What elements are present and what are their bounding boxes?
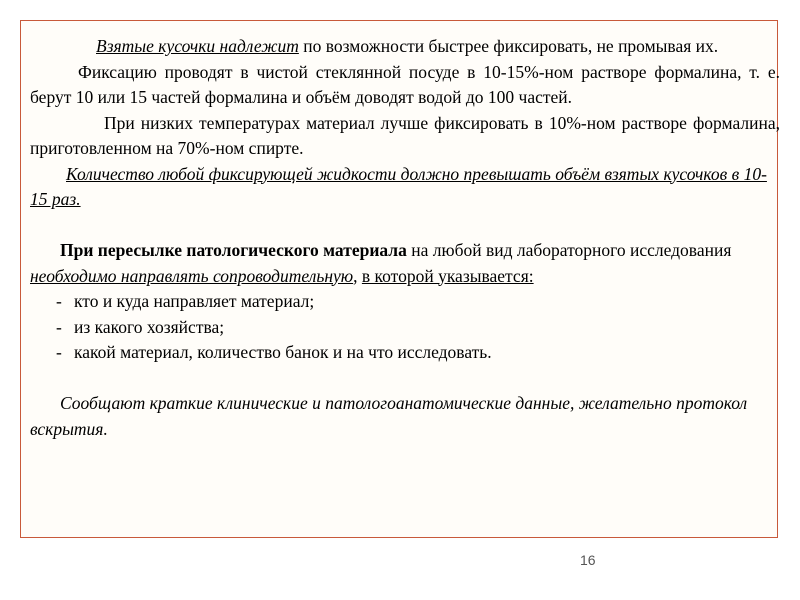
- emphasis-taken-pieces: Взятые кусочки надлежит: [96, 36, 299, 56]
- list-item: [30, 315, 780, 341]
- list-item: [30, 289, 780, 315]
- paragraph-formalin-solution: Фиксацию проводят в чистой стеклянной посуде в 10-15%-ном растворе формалина, т. е. берут 10 или 15 частей формалина и объём доводят водой до 100 частей.: [30, 61, 780, 107]
- list-dash: -: [56, 316, 62, 337]
- list-dash: -: [56, 342, 62, 362]
- list-item: [30, 340, 780, 366]
- shipment-plain-text: на любой вид лабораторного исследования: [406, 240, 732, 260]
- paragraph-fixation-speed: [30, 34, 780, 60]
- list-item-text: кто и куда направляет материал;: [74, 291, 315, 311]
- list-item-text: из какого хозяйства;: [74, 316, 225, 337]
- shipment-comma: ,: [353, 265, 362, 286]
- shipment-bold-lead: При пересылке патологического материала: [60, 240, 407, 260]
- spacer: [30, 366, 780, 392]
- slide-number: 16: [580, 552, 596, 568]
- paragraph-clinical-data: Сообщают краткие клинические и патологоанатомические данные, желательно протокол вскрытия.: [30, 393, 748, 439]
- paragraph-low-temperature: При низких температурах материал лучше фиксировать в 10%-ном растворе формалина, приготовленном на 70%-ном спирте.: [30, 112, 780, 158]
- shipment-underlined: в которой указывается:: [361, 265, 534, 286]
- list-item-text: какой материал, количество банок и на что исследовать.: [74, 342, 492, 362]
- paragraph-shipment: [30, 238, 780, 289]
- list-dash: -: [56, 291, 62, 311]
- spacer: [30, 213, 780, 239]
- paragraph-fixation-speed-text: по возможности быстрее фиксировать, не промывая их.: [298, 36, 719, 56]
- paragraph-liquid-volume: Количество любой фиксирующей жидкости должно превышать объём взятых кусочков в 10- 15 раз.: [30, 163, 767, 209]
- shipment-emphasis: необходимо направлять сопроводительную: [30, 265, 354, 286]
- slide-text: [30, 34, 780, 442]
